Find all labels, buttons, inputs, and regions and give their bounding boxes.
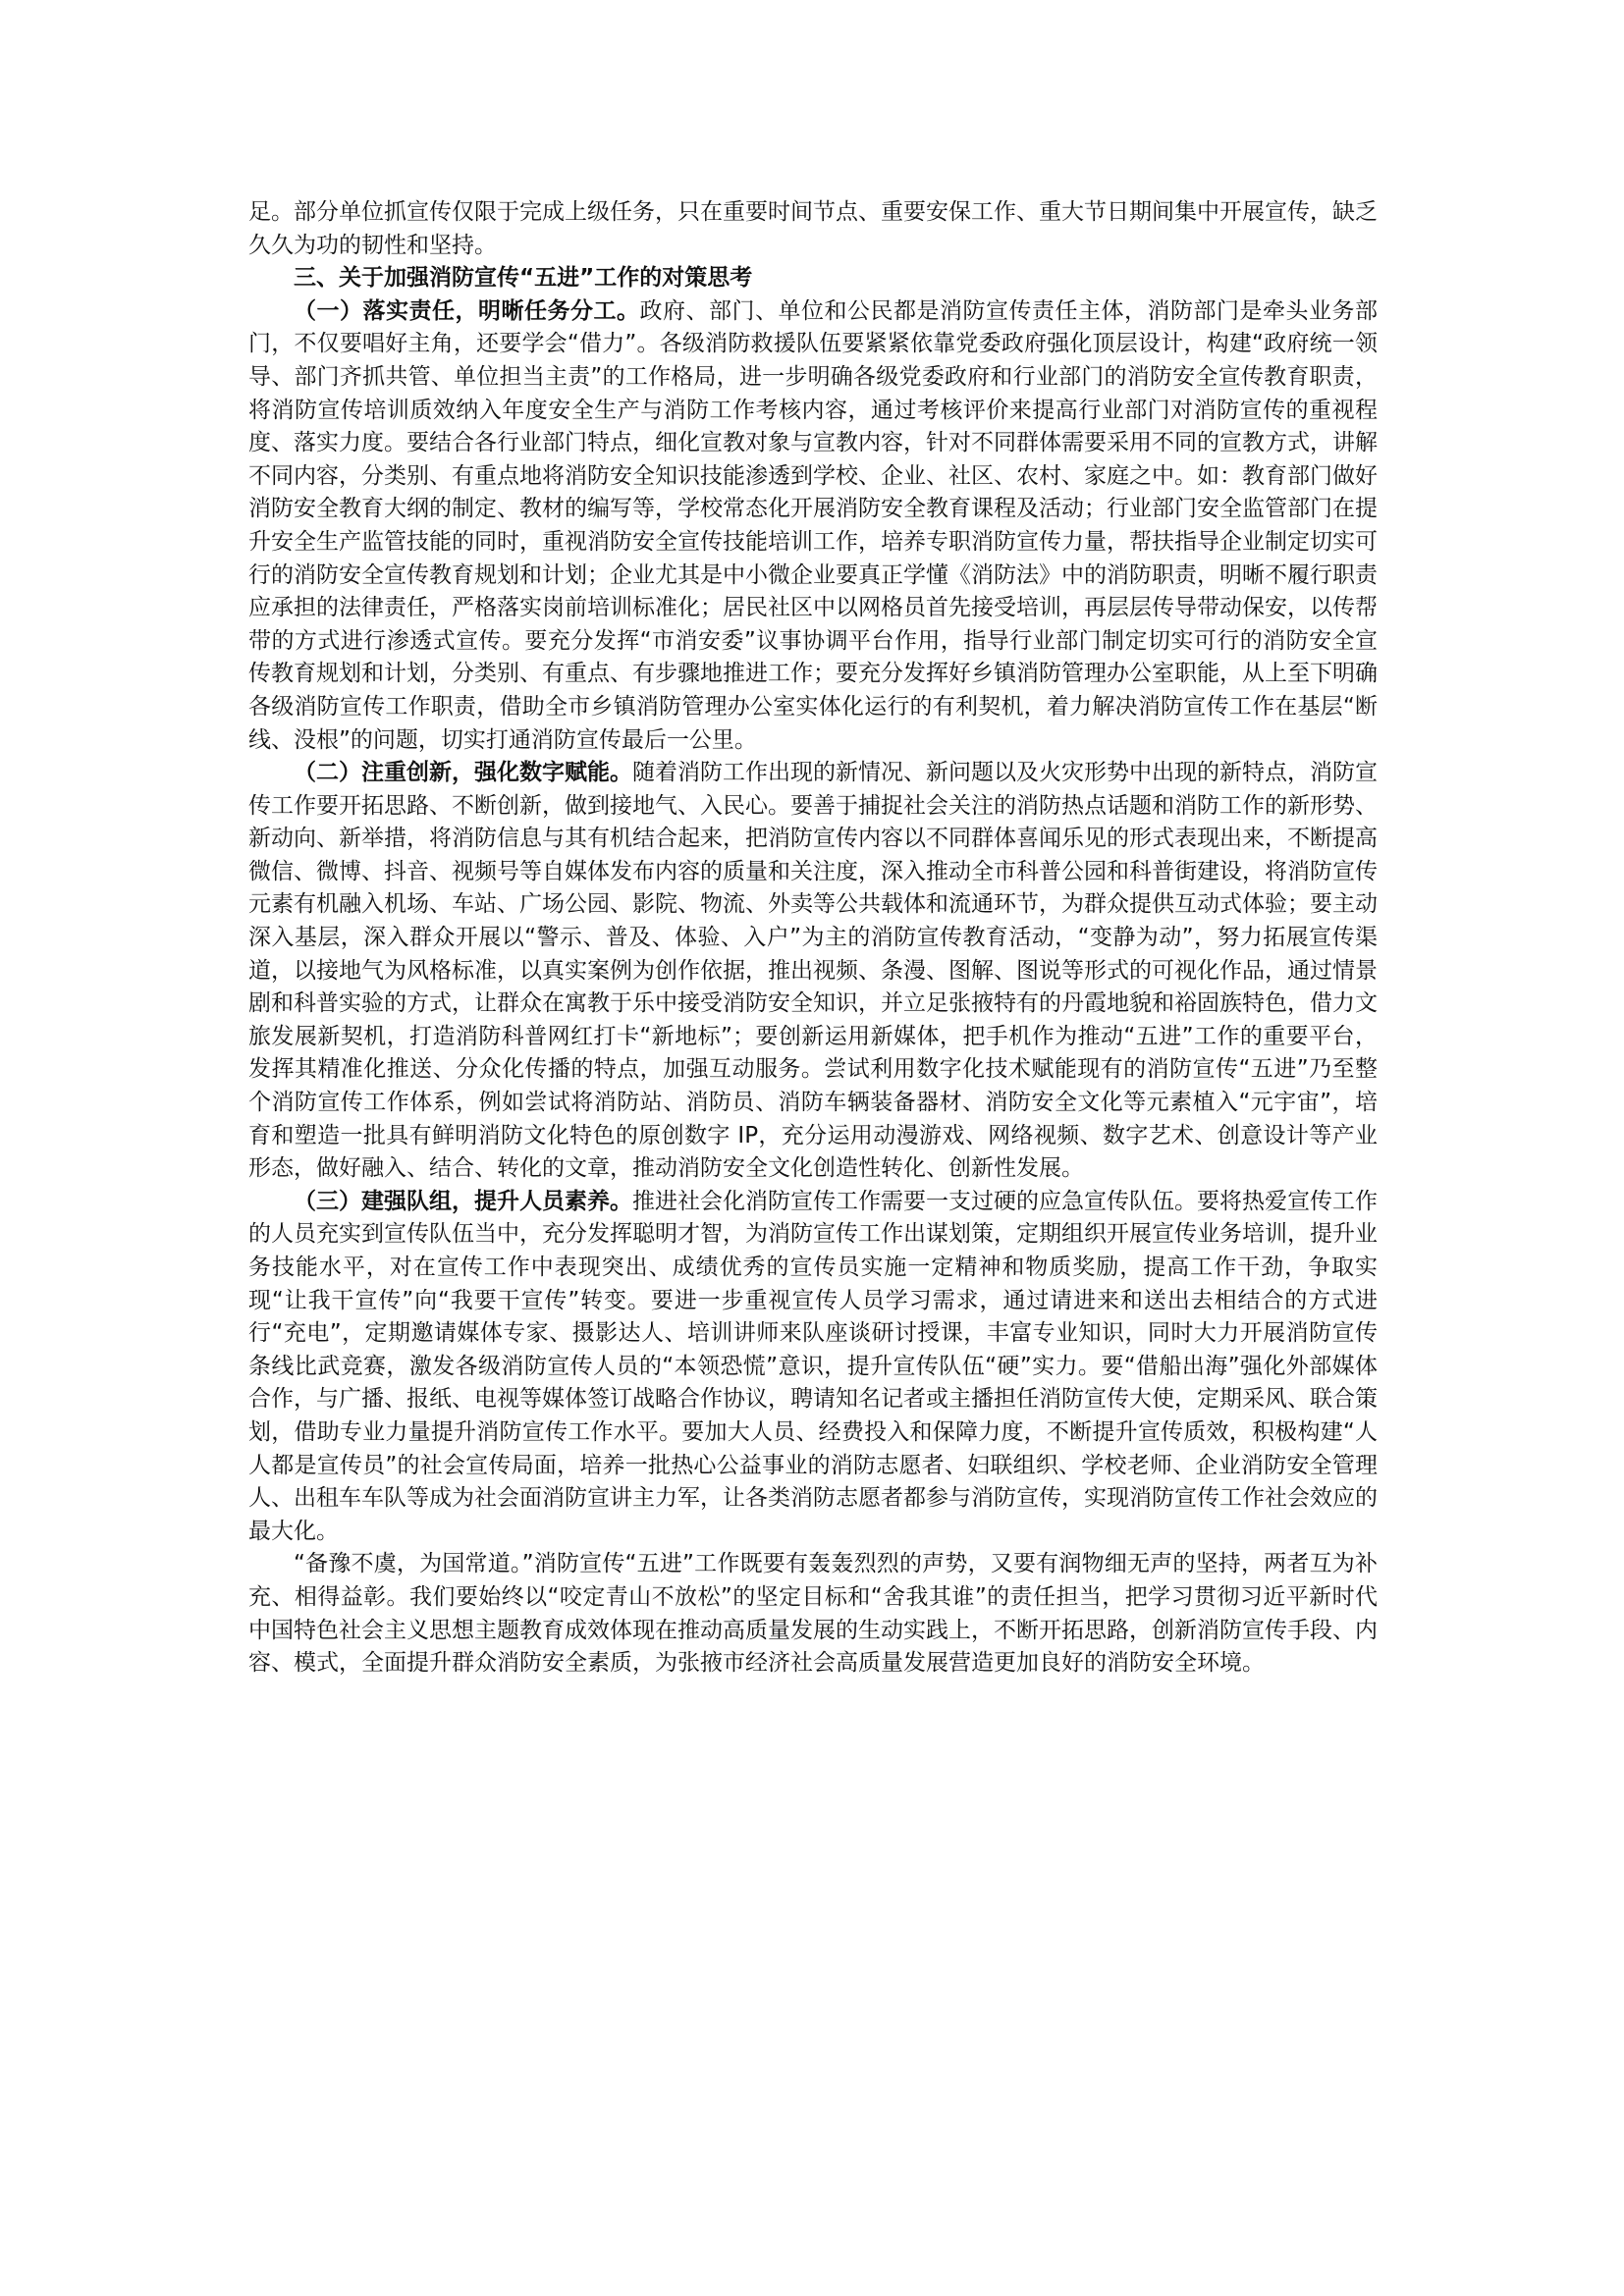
document-page: [248, 196, 1378, 1681]
paragraph-lead: （二）注重创新，强化数字赋能。: [294, 760, 632, 786]
paragraph-body: 随着消防工作出现的新情况、新问题以及火灾形势中出现的新特点，消防宣传工作要开拓思路、不断创新，做到接地气、入民心。要善于捕捉社会关注的消防热点话题和消防工作的新形势、新动向、新举措，将消防信息与其有机结合起来，把消防宣传内容以不同群体喜闻乐见的形式表现出来，不断提高微信、微博、抖音、视频号等自媒体发布内容的质量和关注度，深入推动全市科普公园和科普街建设，将消防宣传元素有机融入机场、车站、广场公园、影院、物流、外卖等公共载体和流通环节，为群众提供互动式体验；要主动深入基层，深入群众开展以“警示、普及、体验、入户”为主的消防宣传教育活动，“变静为动”，努力拓展宣传渠道，以接地气为风格标准，以真实案例为创作依据，推出视频、条漫、图解、图说等形式的可视化作品，通过情景剧和科普实验的方式，让群众在寓教于乐中接受消防安全知识，并立足张掖特有的丹霞地貌和裕固族特色，借力文旅发展新契机，打造消防科普网红打卡“新地标”；要创新运用新媒体，把手机作为推动“五进”工作的重要平台，发挥其精准化推送、分众化传播的特点，加强互动服务。尝试利用数字化技术赋能现有的消防宣传“五进”乃至整个消防宣传工作体系，例如尝试将消防站、消防员、消防车辆装备器材、消防安全文化等元素植入“元宇宙”，培育和塑造一批具有鲜明消防文化特色的原创数字 IP，充分运用动漫游戏、网络视频、数字艺术、创意设计等产业形态，做好融入、结合、转化的文章，推动消防安全文化创造性转化、创新性发展。: [248, 760, 1378, 1182]
paragraph-team: [248, 1186, 1378, 1549]
intro-paragraph: 足。部分单位抓宣传仅限于完成上级任务，只在重要时间节点、重要安保工作、重大节日期间集中开展宣传，缺乏久久为功的韧性和坚持。: [248, 199, 1378, 258]
section-heading: 三、关于加强消防宣传“五进”工作的对策思考: [294, 265, 753, 292]
paragraph-lead: （一）落实责任，明晰任务分工。: [294, 297, 640, 324]
paragraph-body: 推进社会化消防宣传工作需要一支过硬的应急宣传队伍。要将热爱宣传工作的人员充实到宣传队伍当中，充分发挥聪明才智，为消防宣传工作出谋划策，定期组织开展宣传业务培训，提升业务技能水平，对在宣传工作中表现突出、成绩优秀的宣传员实施一定精神和物质奖励，提高工作干劲，争取实现“让我干宣传”向“我要干宣传”转变。要进一步重视宣传人员学习需求，通过请进来和送出去相结合的方式进行“充电”，定期邀请媒体专家、摄影达人、培训讲师来队座谈研讨授课，丰富专业知识，同时大力开展消防宣传条线比武竞赛，激发各级消防宣传人员的“本领恐慌”意识，提升宣传队伍“硬”实力。要“借船出海”强化外部媒体合作，与广播、报纸、电视等媒体签订战略合作协议，聘请知名记者或主播担任消防宣传大使，定期采风、联合策划，借助专业力量提升消防宣传工作水平。要加大人员、经费投入和保障力度，不断提升宣传质效，积极构建“人人都是宣传员”的社会宣传局面，培养一批热心公益事业的消防志愿者、妇联组织、学校老师、企业消防安全管理人、出租车车队等成为社会面消防宣讲主力军，让各类消防志愿者都参与消防宣传，实现消防宣传工作社会效应的最大化。: [248, 1188, 1378, 1544]
paragraph-lead: （三）建强队组，提升人员素养。: [294, 1188, 632, 1214]
paragraph-innovation: [248, 757, 1378, 1186]
closing-paragraph: “备豫不虞，为国常道。”消防宣传“五进”工作既要有轰轰烈烈的声势，又要有润物细无声的坚持，两者互为补充、相得益彰。我们要始终以“咬定青山不放松”的坚定目标和“舍我其谁”的责任担当，把学习贯彻习近平新时代中国特色社会主义思想主题教育成效体现在推动高质量发展的生动实践上，不断开拓思路，创新消防宣传手段、内容、模式，全面提升群众消防安全素质，为张掖市经济社会高质量发展营造更加良好的消防安全环境。: [248, 1551, 1378, 1677]
paragraph-responsibility: [248, 295, 1378, 757]
paragraph-body: 政府、部门、单位和公民都是消防宣传责任主体，消防部门是牵头业务部门，不仅要唱好主角，还要学会“借力”。各级消防救援队伍要紧紧依靠党委政府强化顶层设计，构建“政府统一领导、部门齐抓共管、单位担当主责”的工作格局，进一步明确各级党委政府和行业部门的消防安全宣传教育职责，将消防宣传培训质效纳入年度安全生产与消防工作考核内容，通过考核评价来提高行业部门对消防宣传的重视程度、落实力度。要结合各行业部门特点，细化宣教对象与宣教内容，针对不同群体需要采用不同的宣教方式，讲解不同内容，分类别、有重点地将消防安全知识技能渗透到学校、企业、社区、农村、家庭之中。如：教育部门做好消防安全教育大纲的制定、教材的编写等，学校常态化开展消防安全教育课程及活动；行业部门安全监管部门在提升安全生产监管技能的同时，重视消防安全宣传技能培训工作，培养专职消防宣传力量，帮扶指导企业制定切实可行的消防安全宣传教育规划和计划；企业尤其是中小微企业要真正学懂《消防法》中的消防职责，明晰不履行职责应承担的法律责任，严格落实岗前培训标准化；居民社区中以网格员首先接受培训，再层层传导带动保安，以传帮带的方式进行渗透式宣传。要充分发挥“市消安委”议事协调平台作用，指导行业部门制定切实可行的消防安全宣传教育规划和计划，分类别、有重点、有步骤地推进工作；要充分发挥好乡镇消防管理办公室职能，从上至下明确各级消防宣传工作职责，借助全市乡镇消防管理办公室实体化运行的有利契机，着力解决消防宣传工作在基层“断线、没根”的问题，切实打通消防宣传最后一公里。: [248, 297, 1378, 753]
